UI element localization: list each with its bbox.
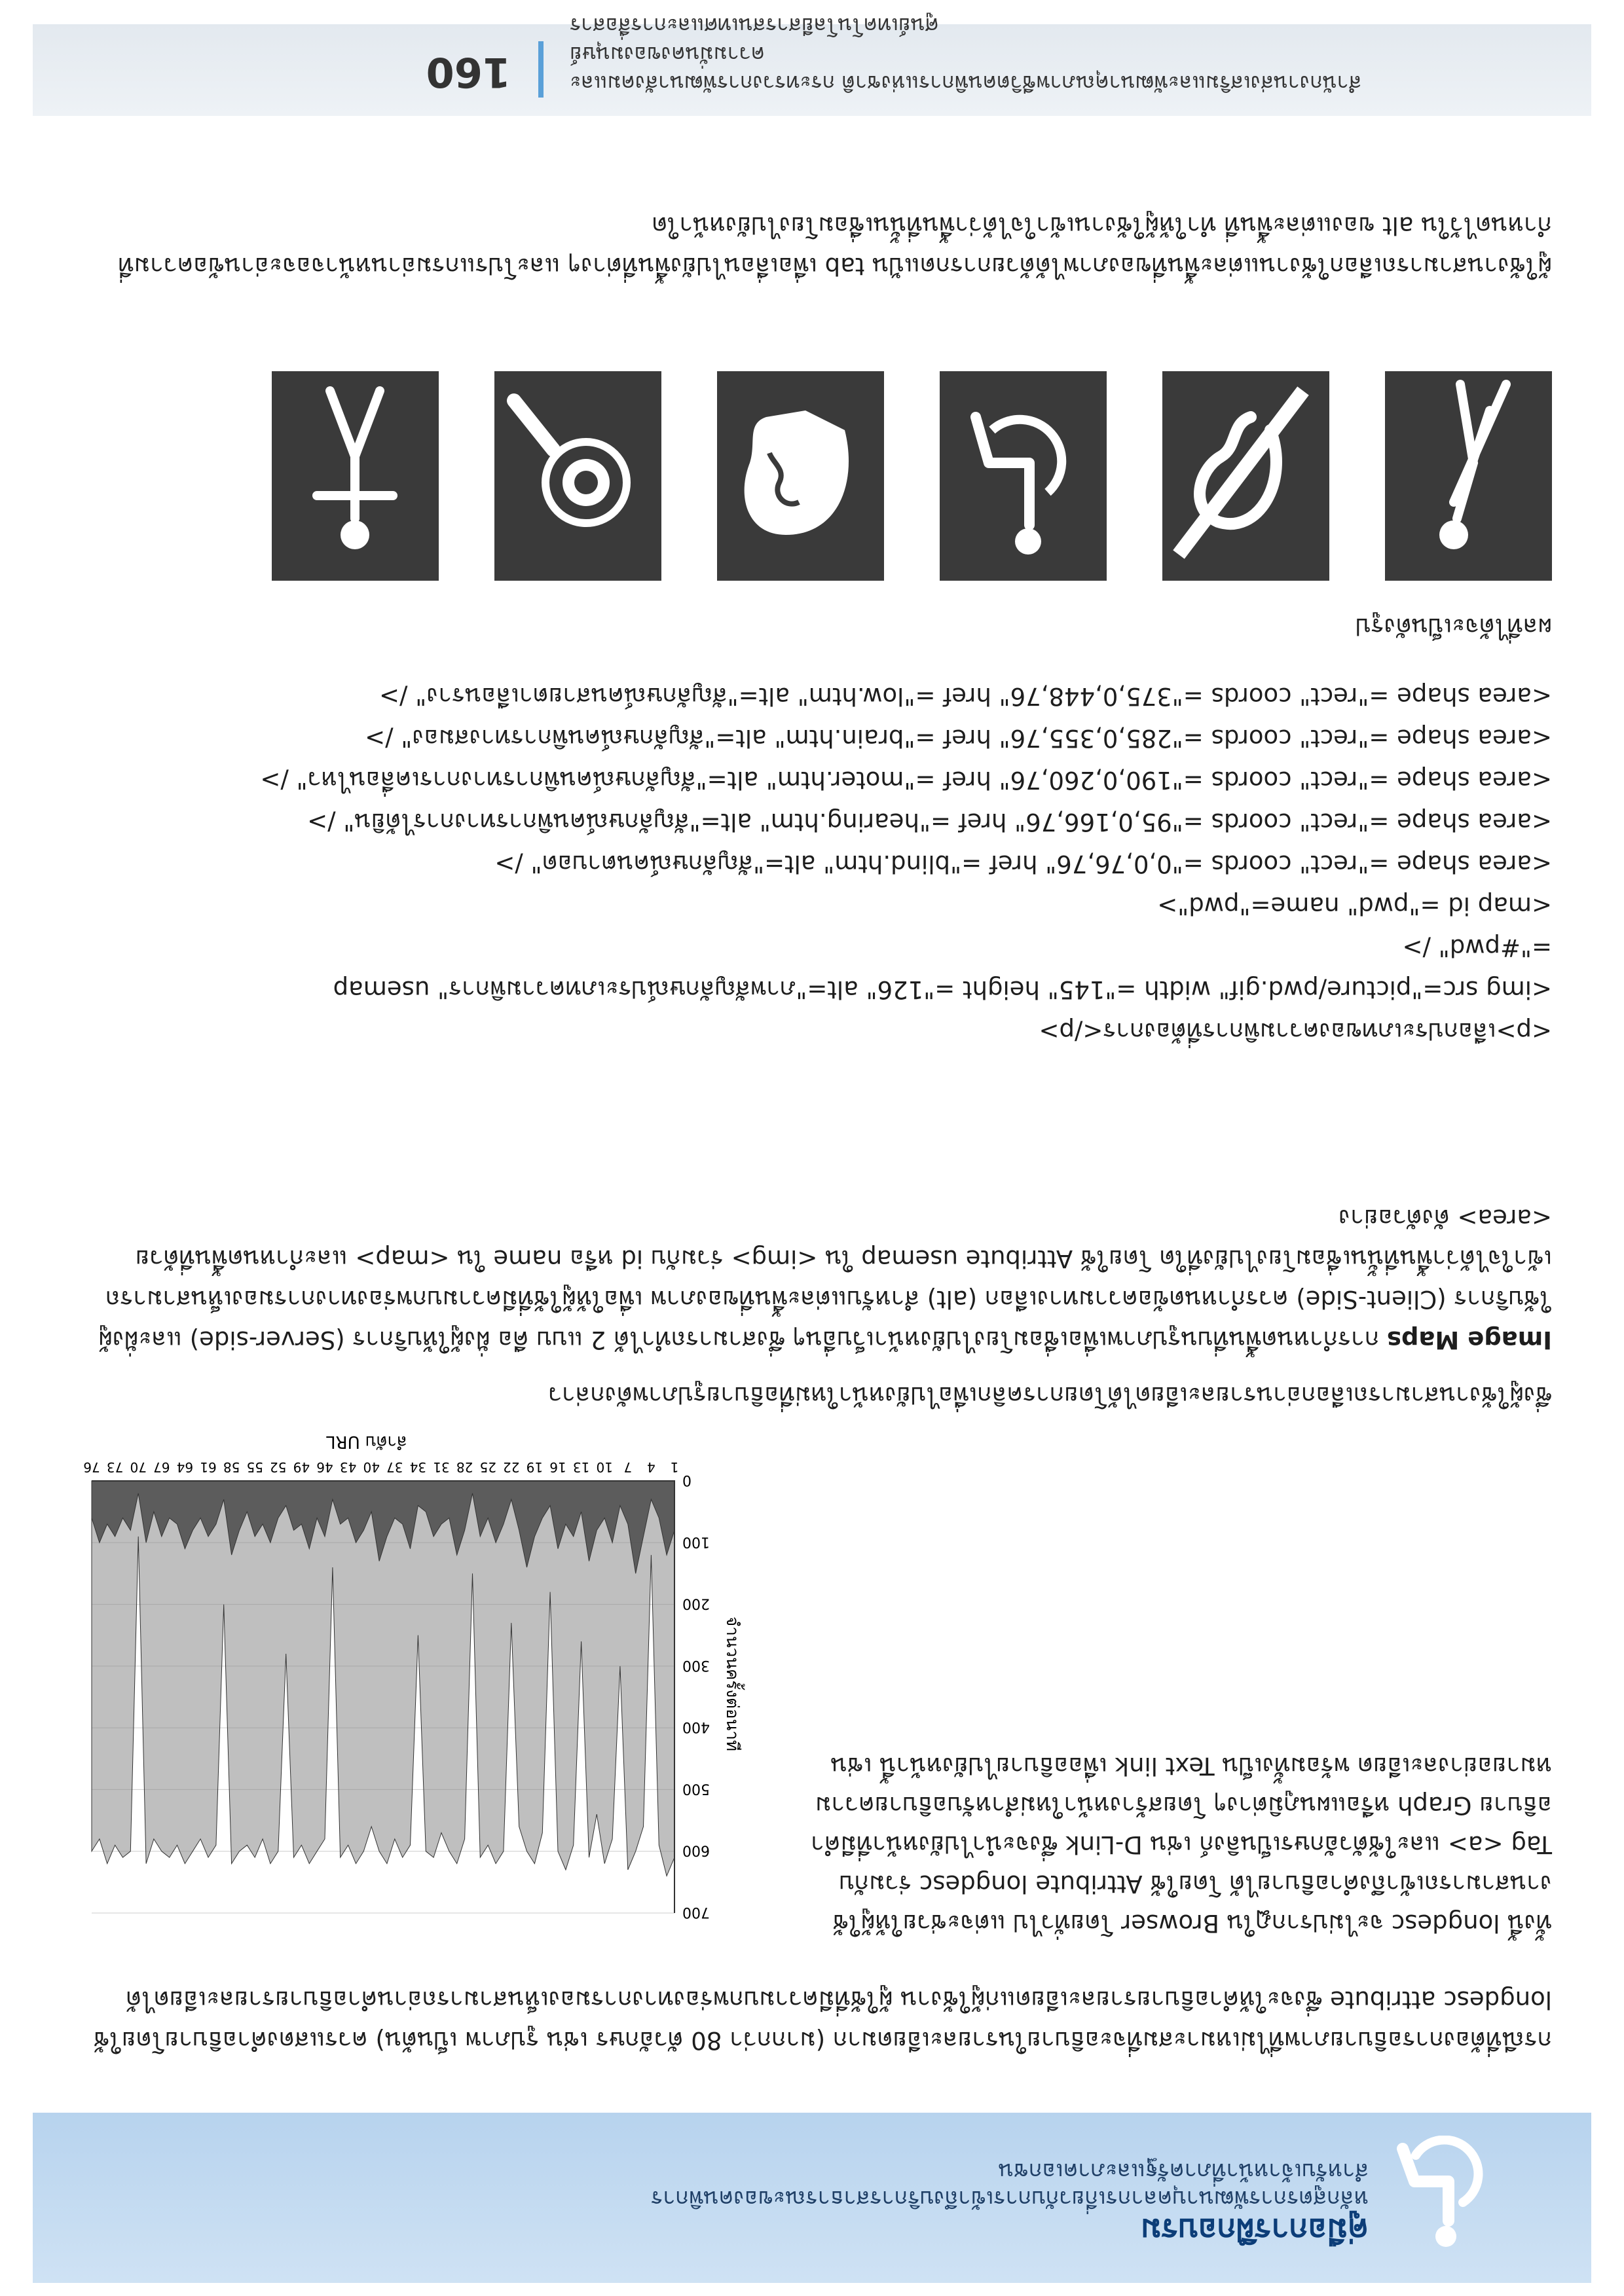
brain-icon xyxy=(717,371,884,581)
chart-ytick-label: 400 xyxy=(682,1719,710,1736)
chart-xtick-label: 55 xyxy=(246,1459,263,1475)
banner-subtitle: หลักสูตรการพัฒนาบุคลากรเกี่ยวกับการเข้าถึงบริการสาธารณะของคนพิการ xyxy=(650,2185,1369,2212)
code-line: <img src="picture/pwd.gif" width ="145" height ="126" alt="ภาพสัญลักษณ์ประเภทความพิการ" usemap xyxy=(333,975,1552,1004)
banner-title: คู่มือการฝึกอบรม xyxy=(1140,2212,1369,2248)
banner-subtitle-2: สำหรับเจ้าหน้าที่ภาครัฐและภาคเอกชน xyxy=(998,2157,1369,2184)
page-number: 160 xyxy=(426,48,511,96)
chart-xtick-label: 37 xyxy=(386,1459,403,1475)
area-chart xyxy=(79,1429,747,1926)
result-label: ผลที่ได้จะเป็นดังรูป xyxy=(1356,613,1552,641)
chart-xtick-label: 7 xyxy=(623,1459,633,1475)
chart-ytick-label: 500 xyxy=(682,1780,710,1797)
chart-xtick-label: 16 xyxy=(549,1459,566,1475)
image-maps-text: การกำหนดพื้นที่บนรูปภาพเพื่อเชื่อมโยงไปยังหน้าเว็บอื่นๆ ซึ่งสามารถทำได้ 2 แบบ คือ ฝั่งผู้ให้บริการ (Server-side) และฝั่งผู้ใช้บริการ (Client-Side) ควรกำหนดข้อความทางเลือก (alt) สำหรับแต่ละพื้นที่ของภาพ เพื่อให้ผู้ใช้ที่มีความบกพร่องทางการมองเห็นสามารถเข้าใจได้ว่าพื้นที่นั้นเชื่อมโยงไปยังที่ใด โดยใช้ Attribute usemap ใน <img> ร่วมกับ id หรือ name ใน <map> และกำหนดพื้นที่ด้วย <area> ดังตัวอย่าง xyxy=(98,1204,1552,1354)
image-maps-heading: Image Maps xyxy=(1386,1326,1552,1354)
wheelchair-icon xyxy=(940,371,1107,581)
chart-xtick-label: 4 xyxy=(647,1459,655,1475)
chart-ytick-label: 100 xyxy=(682,1533,710,1550)
footer-divider xyxy=(538,41,544,98)
chart-xtick-label: 28 xyxy=(456,1459,473,1475)
chart-xtick-label: 46 xyxy=(316,1459,333,1475)
code-line: <area shape ="rect" coords ="375,0,448,76" href ="low.htm" alt="สัญลักษณ์คนสายตาเลือนราง" /> xyxy=(379,682,1552,710)
chart-xtick-label: 31 xyxy=(433,1459,450,1475)
chart-xtick-label: 52 xyxy=(270,1459,287,1475)
chart-ytick-label: 700 xyxy=(682,1904,710,1920)
code-line: <area shape ="rect" coords ="285,0,355,76" href ="brain.htm" alt="สัญลักษณ์คนพิการทางสมอง" /> xyxy=(365,724,1552,752)
chart-xtick-label: 70 xyxy=(130,1459,147,1475)
code-line: ="#pwd" /> xyxy=(1402,934,1552,962)
low-vision-icon xyxy=(494,371,661,581)
accessibility-icon xyxy=(272,371,439,581)
chart-xtick-label: 22 xyxy=(503,1459,520,1475)
chart-xtick-label: 76 xyxy=(83,1459,100,1475)
page-footer xyxy=(33,13,1591,116)
chart-xtick-label: 67 xyxy=(153,1459,170,1475)
chart-xtick-label: 40 xyxy=(363,1459,380,1475)
chart-xtick-label: 43 xyxy=(339,1459,357,1475)
paragraph-intro: กรณีที่ต้องการอธิบายภาพที่ไม่เหมาะสมที่จะอธิบายในรายละเอียดมาก (มากกว่า 80 ตัวอักษร เช่น รูปภาพ เป็นต้น) ควรแสดงคำอธิบายโดยใช้ longdesc attribute ซึ่งจะให้คำอธิบายรายละเอียดแก่ผู้ใช้งาน ผู้ใช้ที่มีความบกพร่องทางการมองเห็นสามารถอ่านคำอธิบายรายละเอียดได้ xyxy=(93,1986,1552,2054)
chart-xtick-label: 64 xyxy=(176,1459,194,1475)
code-line: <map id ="pwd" name="pwd"> xyxy=(1157,892,1552,920)
blind-person-icon xyxy=(1385,371,1552,581)
paragraph-ending: ผู้ใช้งานสามารถเลือกใช้งานแต่ละพื้นที่ของภาพได้ด้วยการกดแป้น tab เพื่อเลื่อนไปยังพื้นที่ต่างๆ และโปรแกรมอ่านหน้าจอจะอ่านข้อความที่กำหนดไว้ใน alt ของแต่ละพื้นที่ ทำให้ผู้ใช้งานเข้าใจได้ว่าพื้นที่นั้นเชื่อมโยงไปยังหน้าใด xyxy=(118,211,1552,280)
code-line: <p>เลือกประเภทของความพิการที่ต้องการ</p> xyxy=(1039,1017,1552,1046)
paragraph-image-maps xyxy=(72,1197,1552,1360)
chart-ylabel: จำนวนครั้งต่อนาที xyxy=(722,1616,742,1752)
chart-ytick-label: 0 xyxy=(682,1472,692,1488)
hearing-impaired-icon xyxy=(1162,371,1329,581)
paragraph-after-chart: ซึ่งผู้ใช้งานสามารถเลือกอ่านรายละเอียดได้โดยการคลิกเพื่อไปยังหน้าใหม่ที่อธิบายรูปภาพดังกล่าว xyxy=(548,1381,1552,1410)
disability-icons-row xyxy=(72,365,1552,581)
footer-line-2: ศูนย์เทคโนโลยีสารสนเทศและการสื่อสาร xyxy=(570,13,938,38)
chart-caption: ทั้งนี้ longdesc จะไม่ปรากฏใน Browser โดยทั่วไป แต่จะช่วยให้ผู้ใช้งานสามารถเข้าถึงคำอธิบายได้ โดยใช้ Attribute longdesc ร่วมกับ Tag <a> และใช้ตัวอักษรเป็นลิงก์ เช่น D-Link ซึ่งจะนำไปยังหน้าที่มีคำอธิบาย Graph หรือแผนภูมิต่างๆ โดยสร้างหน้าใหม่สำหรับอธิบายความหมายอย่างละเอียด พร้อมทั้งเป็น Text link เพื่ออธิบายไปยังหน้านี้ เช่น xyxy=(810,1752,1552,1937)
chart-xtick-label: 34 xyxy=(409,1459,427,1475)
code-example xyxy=(72,675,1552,1052)
chart-xtick-label: 25 xyxy=(479,1459,496,1475)
chart-ytick-label: 600 xyxy=(682,1842,710,1859)
chart-xlabel: ลำดับ URL xyxy=(326,1432,407,1451)
footer-line-1: สำนักงานส่งเสริมและพัฒนาคุณภาพชีวิตคนพิการแห่งชาติ กระทรวงการพัฒนาสังคมและความมั่นคงของมนุษย์ xyxy=(570,42,1362,96)
chart-ytick-label: 300 xyxy=(682,1656,710,1673)
chart-xtick-label: 61 xyxy=(200,1459,217,1475)
chart-ytick-label: 200 xyxy=(682,1595,710,1612)
chart-xtick-label: 13 xyxy=(572,1459,590,1475)
wheelchair-logo-icon xyxy=(1388,2136,1506,2253)
code-line: <area shape ="rect" coords ="0,0,76,76" href ="blind.htm" alt="สัญลักษณ์คนตาบอด" /> xyxy=(494,850,1552,878)
chart-xtick-label: 19 xyxy=(526,1459,544,1475)
code-line: <area shape ="rect" coords ="190,0,260,76" href ="moter.htm" alt="สัญลักษณ์คนพิการทางการเคลื่อนไหว" /> xyxy=(260,766,1552,794)
chart-svg xyxy=(79,1429,747,1926)
chart-xtick-label: 49 xyxy=(293,1459,310,1475)
chart-xtick-label: 1 xyxy=(670,1459,679,1475)
footer-text xyxy=(570,11,1375,98)
chart-xtick-label: 73 xyxy=(106,1459,124,1475)
code-line: <area shape ="rect" coords ="95,0,166,76" href ="hearing.htm" alt="สัญลักษณ์คนพิการทางการได้ยิน" /> xyxy=(307,808,1552,836)
chart-xtick-label: 58 xyxy=(223,1459,240,1475)
header-banner xyxy=(33,2113,1591,2283)
chart-xtick-label: 10 xyxy=(596,1459,613,1475)
